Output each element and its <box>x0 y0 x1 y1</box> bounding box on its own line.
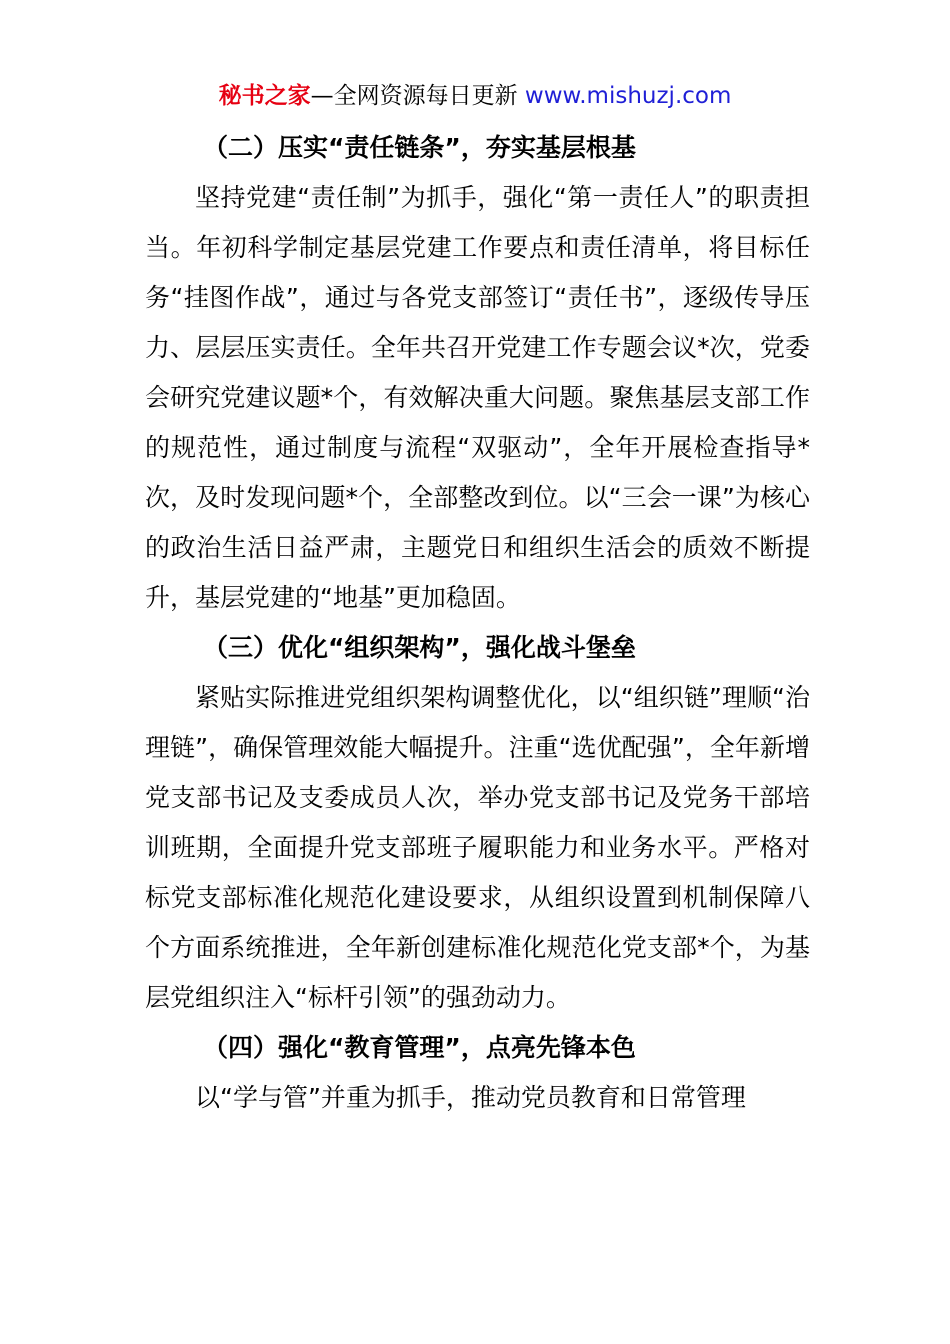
site-url-link[interactable]: www.mishuzj.com <box>524 83 732 109</box>
document-body <box>145 123 810 1123</box>
site-header <box>0 80 950 112</box>
section-heading: （四）强化“教育管理”，点亮先锋本色 <box>203 1033 636 1062</box>
section-heading: （三）优化“组织架构”，强化战斗堡垒 <box>203 633 636 662</box>
section-paragraph: 坚持党建“责任制”为抓手，强化“第一责任人”的职责担当。年初科学制定基层党建工作要点和责任清单，将目标任务“挂图作战”，通过与各党支部签订“责任书”，逐级传导压力、层层压实责任。全年共召开党建工作专题会议*次，党委会研究党建议题*个，有效解决重大问题。聚焦基层支部工作的规范性，通过制度与流程“双驱动”，全年开展检查指导*次，及时发现问题*个，全部整改到位。以“三会一课”为核心的政治生活日益严肃，主题党日和组织生活会的质效不断提升，基层党建的“地基”更加稳固。 <box>145 183 810 612</box>
section-heading: （二）压实“责任链条”，夯实基层根基 <box>203 133 636 162</box>
section-paragraph: 紧贴实际推进党组织架构调整优化，以“组织链”理顺“治理链”，确保管理效能大幅提升。注重“选优配强”，全年新增党支部书记及支委成员人次，举办党支部书记及党务干部培训班期，全面提升党支部班子履职能力和业务水平。严格对标党支部标准化规范化建设要求，从组织设置到机制保障八个方面系统推进，全年新创建标准化规范化党支部*个，为基层党组织注入“标杆引领”的强劲动力。 <box>145 683 810 1012</box>
site-tagline: —全网资源每日更新 <box>310 83 525 109</box>
site-brand: 秘书之家 <box>218 83 311 109</box>
section-paragraph: 以“学与管”并重为抓手，推动党员教育和日常管理 <box>195 1083 746 1112</box>
